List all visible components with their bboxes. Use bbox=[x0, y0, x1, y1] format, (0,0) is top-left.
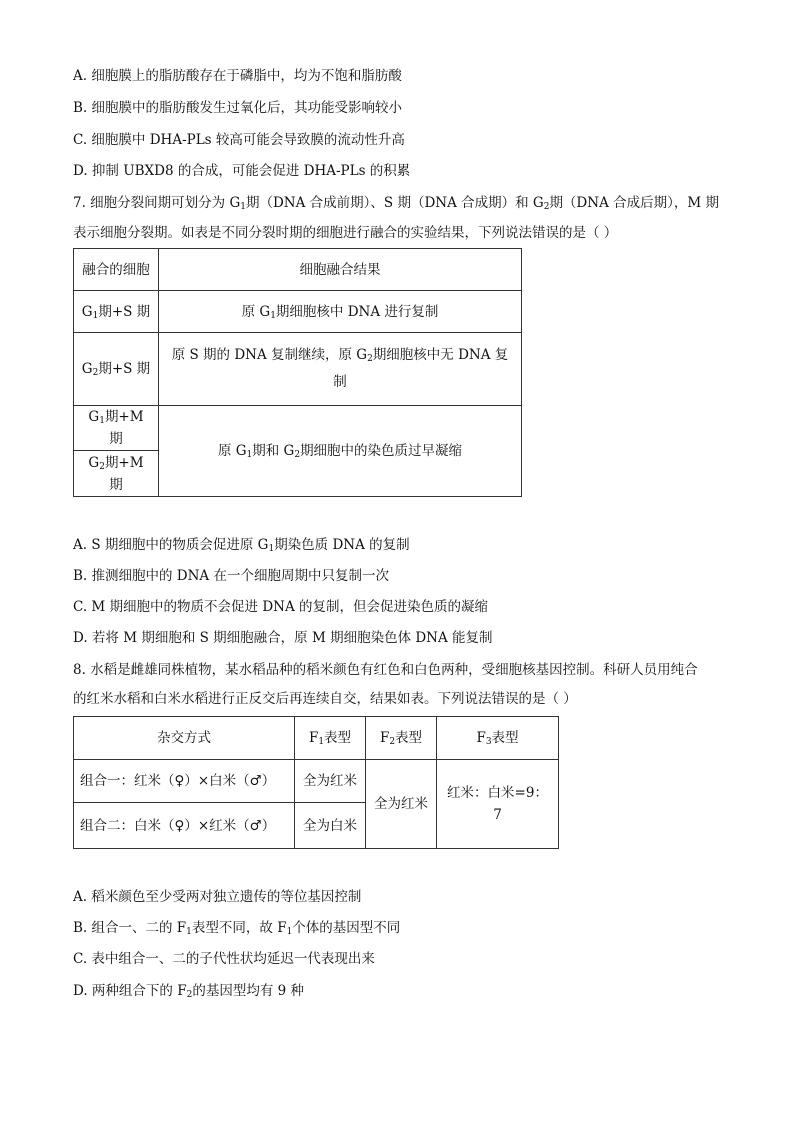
q8-option-d: D. 两种组合下的 $F_2$的基因型均有 9 种 bbox=[73, 983, 304, 1000]
q7-table bbox=[73, 248, 522, 497]
q7-option-a: A. S 期细胞中的物质会促进原 $G_1$期染色质 DNA 的复制 bbox=[73, 537, 410, 554]
table-header-cell: 融合的细胞 bbox=[74, 249, 159, 291]
table-header-cell: 细胞融合结果 bbox=[159, 249, 522, 291]
q7-option-b: B. 推测细胞中的 DNA 在一个细胞周期中只复制一次 bbox=[73, 568, 389, 584]
table-row bbox=[74, 406, 522, 451]
q8-option-a: A. 稻米颜色至少受两对独立遗传的等位基因控制 bbox=[73, 889, 362, 905]
q7-option-c: C. M 期细胞中的物质不会促进 DNA 的复制，但会促进染色质的凝缩 bbox=[73, 599, 489, 615]
table-header-cell: 杂交方式 bbox=[74, 717, 295, 760]
subscript: 2 bbox=[543, 202, 550, 212]
q6-option-b: B. 细胞膜中的脂肪酸发生过氧化后，其功能受影响较小 bbox=[73, 100, 403, 116]
table-cell: $G_1$期+S 期 bbox=[74, 291, 159, 333]
q8-stem-line2: 的红米水稻和白米水稻进行正反交后再连续自交，结果如表。下列说法错误的是（ ） bbox=[73, 691, 577, 707]
table-cell: 组合二：白米（♀）×红米（♂） bbox=[74, 803, 295, 849]
table-cell: 组合一：红米（♀）×白米（♂） bbox=[74, 760, 295, 803]
q8-option-c: C. 表中组合一、二的子代性状均延迟一代表现出来 bbox=[73, 951, 375, 967]
table-header-cell: $F_3$表型 bbox=[437, 717, 559, 760]
table-header-cell: $F_2$表型 bbox=[366, 717, 437, 760]
table-cell: 全为红米 bbox=[295, 760, 366, 803]
text-part: 期（DNA 合成前期）、S 期（DNA 合成期）和 G bbox=[245, 195, 544, 211]
q8-option-b: B. 组合一、二的 $F_1$表型不同，故 $F_1$个体的基因型不同 bbox=[73, 920, 401, 937]
table-cell: 原 $G_1$期细胞核中 DNA 进行复制 bbox=[159, 291, 522, 333]
q7-stem-line2: 表示细胞分裂期。如表是不同分裂时期的细胞进行融合的实验结果，下列说法错误的是（ ） bbox=[73, 225, 618, 241]
table-cell-merged: 红米：白米=9：7 bbox=[437, 760, 559, 849]
table-cell: $G_2$期+S 期 bbox=[74, 333, 159, 406]
text-part: 期（DNA 合成后期），M 期 bbox=[549, 195, 719, 211]
table-row bbox=[74, 717, 559, 760]
q8-table bbox=[73, 716, 559, 849]
table-cell-merged: 全为红米 bbox=[366, 760, 437, 849]
table-row bbox=[74, 249, 522, 291]
q6-option-d: D. 抑制 UBXD8 的合成，可能会促进 DHA-PLs 的积累 bbox=[73, 163, 411, 179]
q6-option-c: C. 细胞膜中 DHA-PLs 较高可能会导致膜的流动性升高 bbox=[73, 132, 405, 148]
table-cell: $G_2$期+M 期 bbox=[74, 451, 159, 497]
table-row bbox=[74, 333, 522, 406]
table-header-cell: $F_1$表型 bbox=[295, 717, 366, 760]
text-part: 7. 细胞分裂间期可划分为 G bbox=[73, 195, 241, 211]
subscript: 1 bbox=[240, 202, 246, 212]
table-row bbox=[74, 760, 559, 803]
table-cell: 全为白米 bbox=[295, 803, 366, 849]
table-cell: 原 S 期的 DNA 复制继续，原 $G_2$期细胞核中无 DNA 复 制 bbox=[159, 333, 522, 406]
q8-stem-line1: 8. 水稻是雌雄同株植物，某水稻品种的稻米颜色有红色和白色两种，受细胞核基因控制。科研人员用纯合 bbox=[73, 662, 698, 678]
table-cell-merged: 原 $G_1$期和 $G_2$期细胞中的染色质过早凝缩 bbox=[159, 406, 522, 497]
table-cell: $G_1$期+M 期 bbox=[74, 406, 159, 451]
table-row bbox=[74, 291, 522, 333]
q6-option-a: A. 细胞膜上的脂肪酸存在于磷脂中，均为不饱和脂肪酸 bbox=[73, 68, 402, 84]
q7-stem-line1 bbox=[73, 193, 719, 213]
q7-option-d: D. 若将 M 期细胞和 S 期细胞融合，原 M 期细胞染色体 DNA 能复制 bbox=[73, 630, 493, 646]
